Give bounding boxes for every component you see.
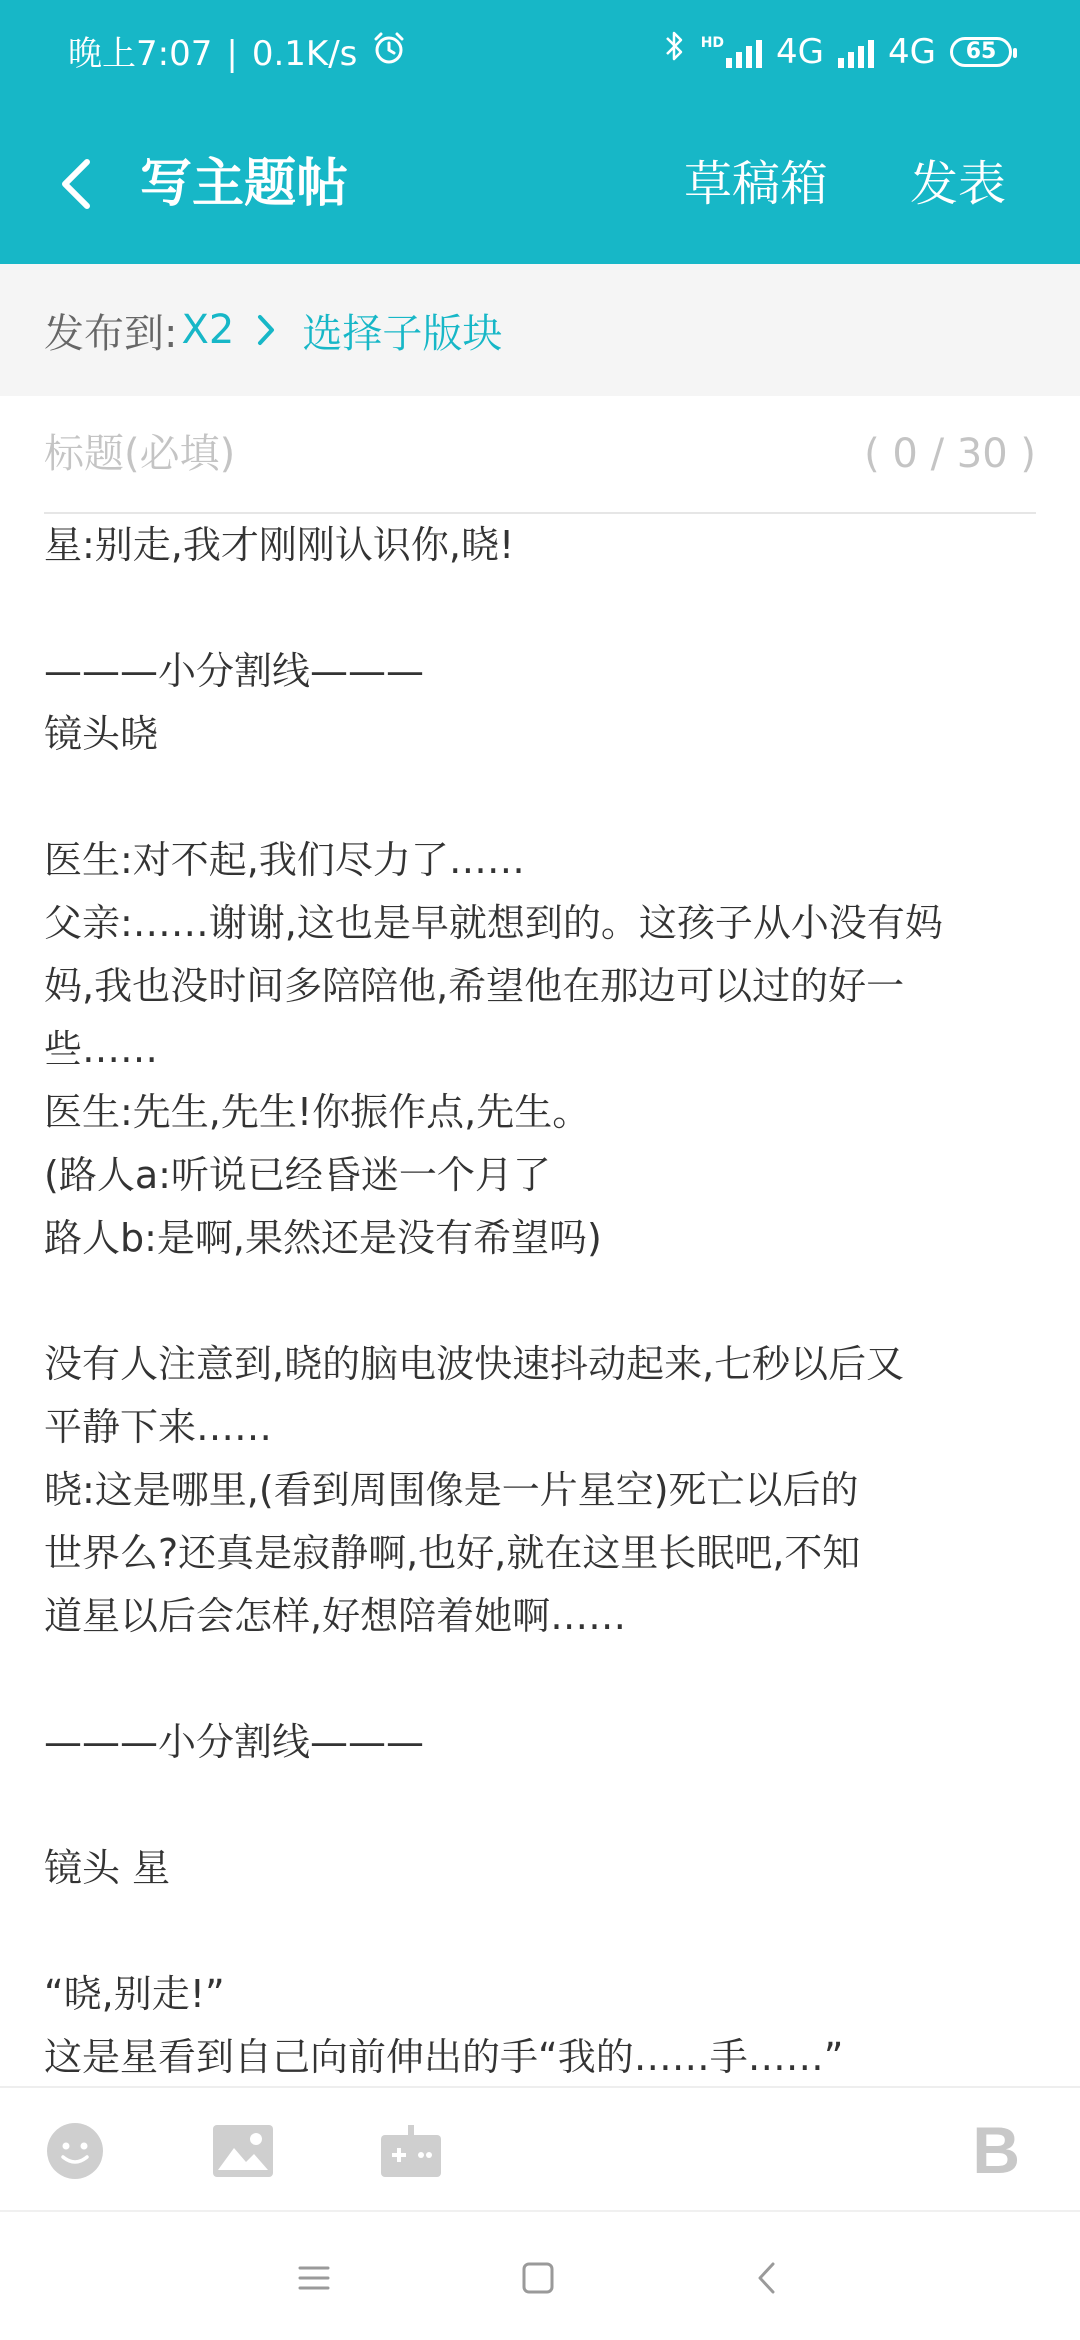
content-line: (路人a:听说已经昏迷一个月了 — [44, 1153, 551, 1197]
status-time: 晚上7:07 — [68, 33, 213, 74]
content-line: 镜头 星 — [44, 1846, 171, 1890]
battery-level: 65 — [965, 38, 997, 64]
signal-hd-group — [701, 36, 762, 68]
signal-icon-2 — [838, 36, 874, 68]
content-line — [44, 1774, 1044, 1837]
back-button[interactable] — [40, 144, 110, 224]
post-content-editor[interactable] — [44, 514, 1044, 2084]
content-line: 医生:对不起,我们尽力了…… — [44, 838, 525, 882]
content-line: 晓:这是哪里,(看到周围像是一片星空)死亡以后的 — [44, 1468, 859, 1512]
title-input[interactable] — [44, 431, 844, 477]
battery-icon — [950, 37, 1012, 67]
content-line — [44, 766, 1044, 829]
content-line: ———小分割线——— — [44, 1720, 425, 1764]
nav-back-button[interactable] — [736, 2248, 796, 2308]
drafts-button[interactable]: 草稿箱 — [684, 156, 829, 212]
content-line: ———小分割线——— — [44, 649, 425, 693]
content-line: “晓,别走!” — [44, 1972, 225, 2016]
content-line — [44, 1270, 1044, 1333]
chevron-left-icon — [754, 2260, 778, 2296]
content-line: 道星以后会怎样,好想陪着她啊…… — [44, 1594, 627, 1638]
signal-icon — [726, 36, 762, 68]
home-button[interactable] — [508, 2248, 568, 2308]
content-line — [44, 1648, 1044, 1711]
game-button[interactable] — [376, 2116, 446, 2186]
content-line: 没有人注意到,晓的脑电波快速抖动起来,七秒以后又 — [44, 1342, 905, 1386]
publish-to-label: 发布到: — [44, 310, 178, 357]
network-label-2: 4G — [888, 31, 936, 72]
image-button[interactable] — [208, 2116, 278, 2186]
hd-label: HD — [700, 34, 725, 51]
status-right — [663, 28, 1012, 75]
content-line: 世界么?还真是寂静啊,也好,就在这里长眠吧,不知 — [44, 1531, 861, 1575]
menu-button[interactable] — [284, 2248, 344, 2308]
chevron-right-icon — [256, 313, 276, 347]
top-app-bar — [0, 0, 1080, 264]
page-title: 写主题帖 — [140, 154, 349, 214]
alarm-icon — [371, 30, 407, 77]
status-speed: 0.1K/s — [251, 33, 358, 74]
content-line: 这是星看到自己向前伸出的手“我的……手……” — [44, 2035, 844, 2079]
content-line: 父亲:……谢谢,这也是早就想到的。这孩子从小没有妈 — [44, 901, 943, 945]
content-line: 路人b:是啊,果然还是没有希望吗) — [44, 1216, 602, 1260]
content-line: 妈,我也没时间多陪陪他,希望他在那边可以过的好一 — [44, 964, 905, 1008]
status-bar — [0, 0, 1080, 104]
image-icon — [212, 2124, 274, 2178]
content-line: 星:别走,我才刚刚认识你,晓! — [44, 523, 515, 567]
network-label-1: 4G — [776, 31, 825, 72]
title-char-counter: ( 0 / 30 ) — [864, 431, 1036, 477]
content-line: 些…… — [44, 1027, 159, 1071]
status-left — [68, 30, 407, 77]
chevron-left-icon — [55, 154, 95, 214]
publish-to-bar — [0, 264, 1080, 396]
content-line — [44, 1900, 1044, 1963]
system-nav-bar — [0, 2210, 1080, 2340]
content-line — [44, 577, 1044, 640]
title-row — [44, 396, 1036, 514]
editor-toolbar — [0, 2086, 1080, 2210]
content-line: 平静下来…… — [44, 1405, 273, 1449]
smiley-icon — [45, 2121, 105, 2181]
emoji-button[interactable] — [40, 2116, 110, 2186]
bold-button[interactable]: B — [972, 2113, 1020, 2187]
select-subforum-button[interactable]: 选择子版块 — [302, 310, 503, 357]
square-icon — [521, 2261, 555, 2295]
publish-button[interactable]: 发表 — [910, 156, 1007, 212]
header — [0, 104, 1080, 264]
forum-name[interactable]: X2 — [181, 307, 235, 353]
content-line: 医生:先生,先生!你振作点,先生。 — [44, 1090, 591, 1134]
status-separator: | — [226, 33, 238, 74]
content-line: 镜头晓 — [44, 712, 159, 756]
bluetooth-icon — [663, 28, 687, 75]
menu-icon — [297, 2264, 331, 2292]
gamepad-icon — [379, 2123, 443, 2179]
